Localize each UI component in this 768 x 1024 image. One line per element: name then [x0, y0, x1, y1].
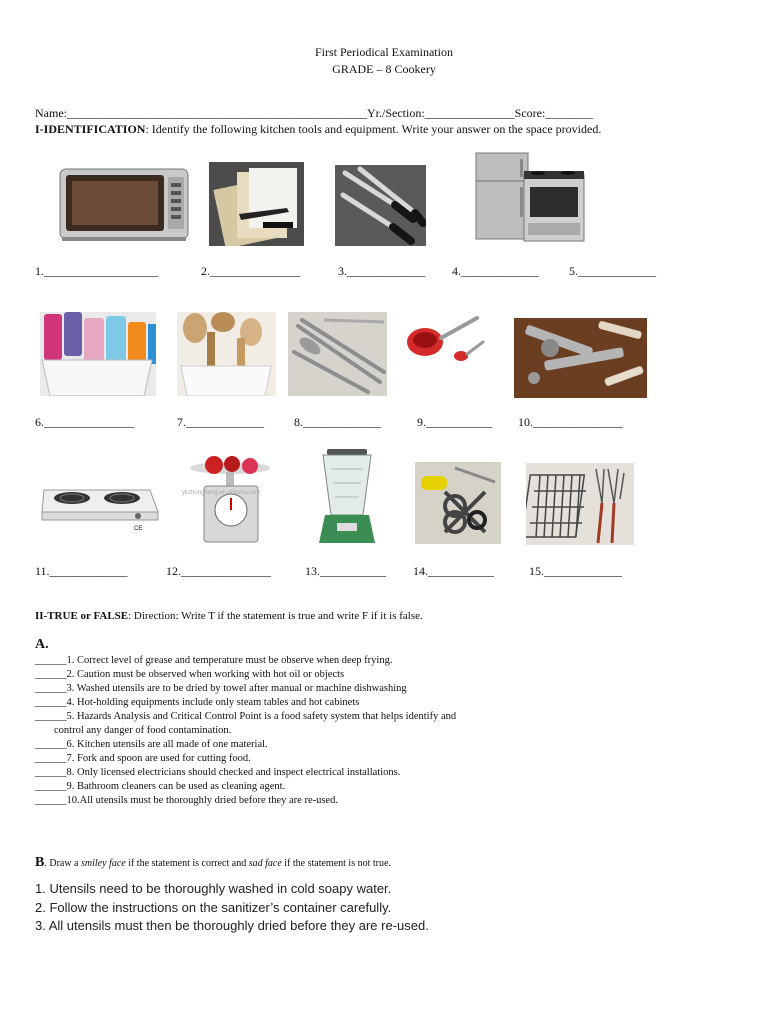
tf-item-1: ______1. Correct level of grease and temperature must be observe when deep frying.: [35, 655, 393, 666]
part-a-label: A.: [35, 637, 49, 652]
knives-icon: [335, 165, 426, 246]
tf-item-9: ______9. Bathroom cleaners can be used as cleaning agent.: [35, 781, 286, 792]
can-openers-icon: [514, 318, 647, 398]
tf-item-4: ______4. Hot-holding equipments include only steam tables and hot cabinets: [35, 697, 360, 708]
answer-blank-14[interactable]: 14.___________: [413, 564, 494, 578]
wooden-spoons-icon: [177, 312, 276, 396]
part-b-direction: [35, 855, 391, 871]
answer-blank-13[interactable]: 13.___________: [305, 564, 386, 578]
answer-blank-7[interactable]: 7._____________: [177, 415, 264, 429]
tf-item-8: ______8. Only licensed electricians should checked and inspect electrical installations.: [35, 767, 401, 778]
section1-heading: I-IDENTIFICATION: [35, 122, 146, 136]
part-b-smiley-term: smiley face: [81, 858, 126, 869]
answer-blank-5[interactable]: 5._____________: [569, 264, 656, 278]
answer-blank-4[interactable]: 4._____________: [452, 264, 539, 278]
scale-watermark: ykzhongheng.en.alibaba.com: [182, 490, 261, 496]
rubber-scrapers-icon: [40, 312, 156, 396]
cooling-rack-and-forks-icon: [526, 463, 634, 545]
answer-blank-10[interactable]: 10._______________: [518, 415, 623, 429]
electric-hot-plate-icon: [38, 476, 160, 540]
tf-item-3: ______3. Washed utensils are to be dried by towel after manual or machine dishwashing: [35, 683, 407, 694]
part-b-item-3: 3. All utensils must then be thoroughly dried before they are re-used.: [35, 918, 429, 933]
tf-item-5-continued: control any danger of food contamination.: [54, 725, 232, 736]
part-b-text-3: if the statement is not true.: [281, 858, 391, 869]
part-b-text-1: . Draw a: [44, 858, 81, 869]
cutting-boards-icon: [209, 162, 304, 246]
student-info-line: Name:__________________________________________________Yr./Section:_______________Score:________: [35, 106, 594, 120]
answer-blank-1[interactable]: 1.___________________: [35, 264, 158, 278]
answer-blank-8[interactable]: 8._____________: [294, 415, 381, 429]
exam-title: First Periodical Examination: [315, 45, 453, 59]
blender-icon: [301, 449, 391, 547]
section1-instruction-text: : Identify the following kitchen tools and equipment. Write your answer on the space provided.: [145, 122, 602, 136]
part-b-text-2: if the statement is correct and: [125, 858, 249, 869]
answer-blank-3[interactable]: 3._____________: [338, 264, 425, 278]
microwave-oven-icon: [58, 165, 190, 243]
kitchen-shears-icon: [415, 462, 501, 544]
answer-blank-11[interactable]: 11._____________: [35, 564, 128, 578]
part-b-item-1: 1. Utensils need to be thoroughly washed in cold soapy water.: [35, 881, 392, 896]
answer-blank-15[interactable]: 15._____________: [529, 564, 622, 578]
measuring-cup-and-spoon-icon: [403, 312, 485, 372]
part-b-item-2: 2. Follow the instructions on the sanitizer’s container carefully.: [35, 900, 392, 915]
section2-direction: [35, 610, 423, 622]
tf-item-7: ______7. Fork and spoon are used for cutting food.: [35, 753, 251, 764]
answer-blank-2[interactable]: 2._______________: [201, 264, 300, 278]
refrigerator-and-range-icon: [474, 151, 586, 243]
hot-plate-ce-mark: CE: [134, 526, 143, 532]
answer-blank-12[interactable]: 12._______________: [166, 564, 271, 578]
answer-blank-9[interactable]: 9.___________: [417, 415, 492, 429]
weighing-scale-icon: [182, 456, 285, 544]
tf-item-2: ______2. Caution must be observed when working with hot oil or objects: [35, 669, 345, 680]
tf-item-5: ______5. Hazards Analysis and Critical Control Point is a food safety system that helps identify and: [35, 711, 457, 722]
tf-item-10: ______10.All utensils must be thoroughly dried before they are re-used.: [35, 795, 338, 806]
section1-instruction: [35, 122, 601, 137]
exam-subtitle: GRADE – 8 Cookery: [332, 62, 436, 76]
part-b-label: B: [35, 855, 45, 870]
tf-item-6: ______6. Kitchen utensils are all made of one material.: [35, 739, 268, 750]
part-b-sad-term: sad face: [248, 858, 282, 869]
tongs-icon: [288, 312, 387, 396]
section2-heading: II-TRUE or FALSE: [35, 610, 129, 622]
answer-blank-6[interactable]: 6._______________: [35, 415, 134, 429]
section2-direction-text: : Direction: Write T if the statement is true and write F if it is false.: [128, 610, 423, 622]
